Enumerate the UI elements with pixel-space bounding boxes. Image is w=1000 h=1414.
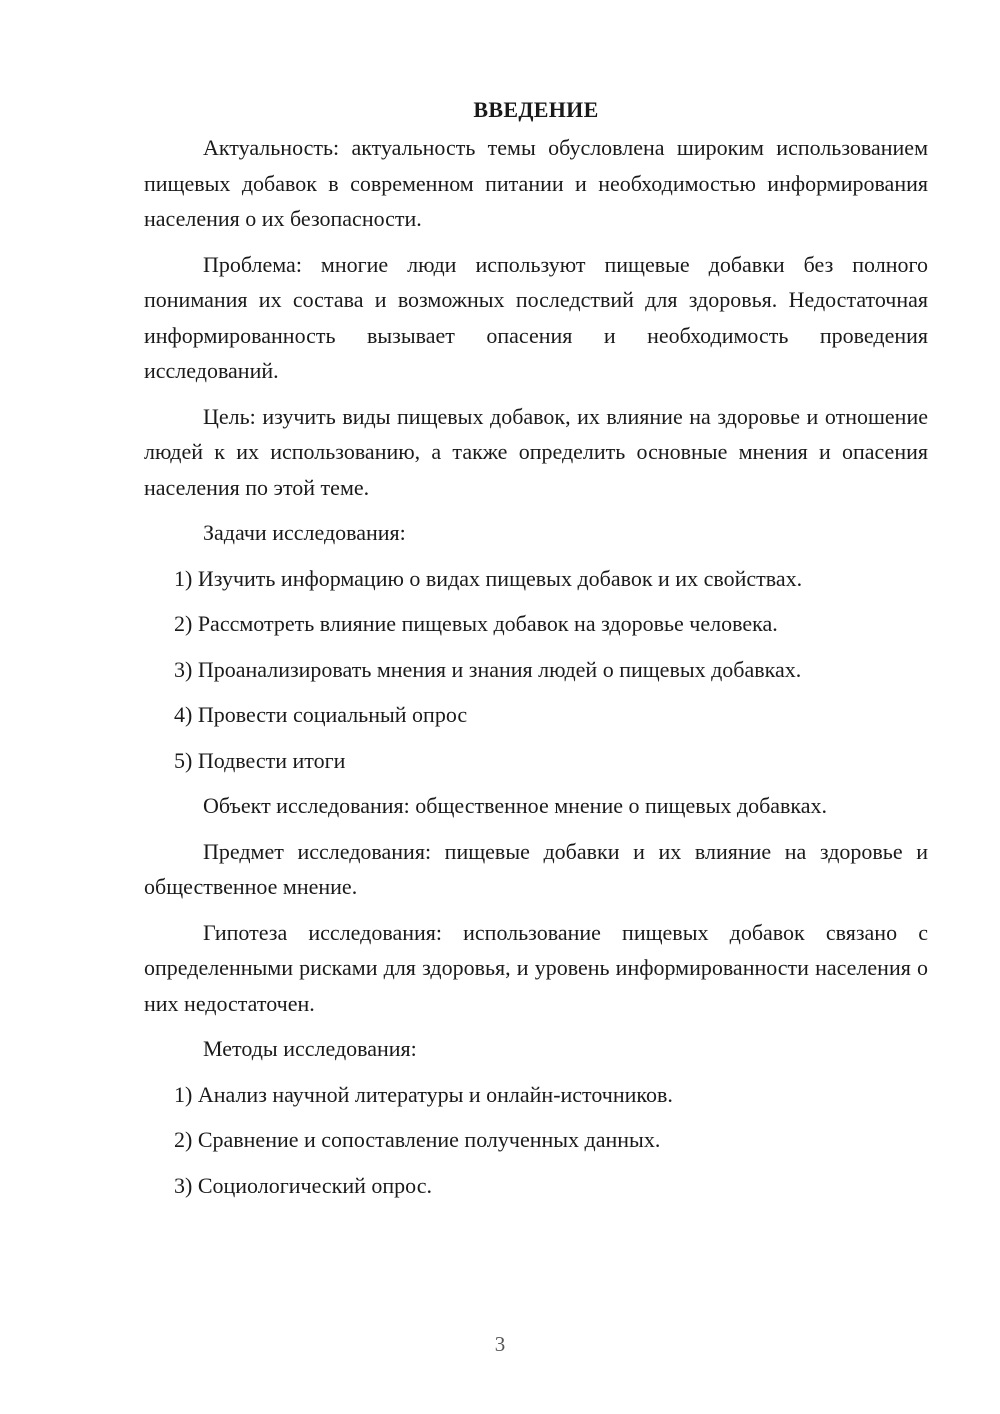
methods-list bbox=[144, 1077, 928, 1204]
tasks-heading: Задачи исследования: bbox=[203, 520, 406, 545]
problem-paragraph: Проблема: многие люди используют пищевые добавки без полного понимания их состава и возможных последствий для здоровья. Недостаточная информированность вызывает опасения и необходимость проведения исследований. bbox=[144, 251, 928, 383]
subject-paragraph: Предмет исследования: пищевые добавки и их влияние на здоровье и общественное мнение. bbox=[144, 838, 928, 899]
list-item: 1) Изучить информацию о видах пищевых добавок и их свойствах. bbox=[174, 565, 803, 591]
hypothesis-paragraph: Гипотеза исследования: использование пищевых добавок связано с определенными рисками для здоровья, и уровень информированности населения о них недостаточен. bbox=[144, 919, 928, 1016]
list-item: 5) Подвести итоги bbox=[174, 747, 346, 773]
relevance-paragraph: Актуальность: актуальность темы обусловлена широким использованием пищевых добавок в современном питании и необходимостью информирования населения о их безопасности. bbox=[144, 135, 928, 231]
object-paragraph: Объект исследования: общественное мнение о пищевых добавках. bbox=[203, 793, 828, 818]
list-item: 3) Проанализировать мнения и знания людей о пищевых добавках. bbox=[174, 656, 802, 682]
page-title: ВВЕДЕНИЕ bbox=[473, 97, 599, 122]
list-item: 3) Социологический опрос. bbox=[174, 1172, 432, 1198]
list-item: 4) Провести социальный опрос bbox=[174, 702, 468, 727]
goal-paragraph: Цель: изучить виды пищевых добавок, их влияние на здоровье и отношение людей к их использованию, а также определить основные мнения и опасения населения по этой теме. bbox=[144, 403, 928, 500]
list-item: 2) Рассмотреть влияние пищевых добавок на здоровье человека. bbox=[174, 611, 778, 636]
list-item: 1) Анализ научной литературы и онлайн-источников. bbox=[174, 1081, 673, 1107]
document-page bbox=[144, 92, 928, 1213]
methods-heading: Методы исследования: bbox=[203, 1036, 417, 1061]
list-item: 2) Сравнение и сопоставление полученных данных. bbox=[174, 1127, 661, 1152]
tasks-list bbox=[144, 561, 928, 779]
page-number: 3 bbox=[494, 1332, 506, 1356]
